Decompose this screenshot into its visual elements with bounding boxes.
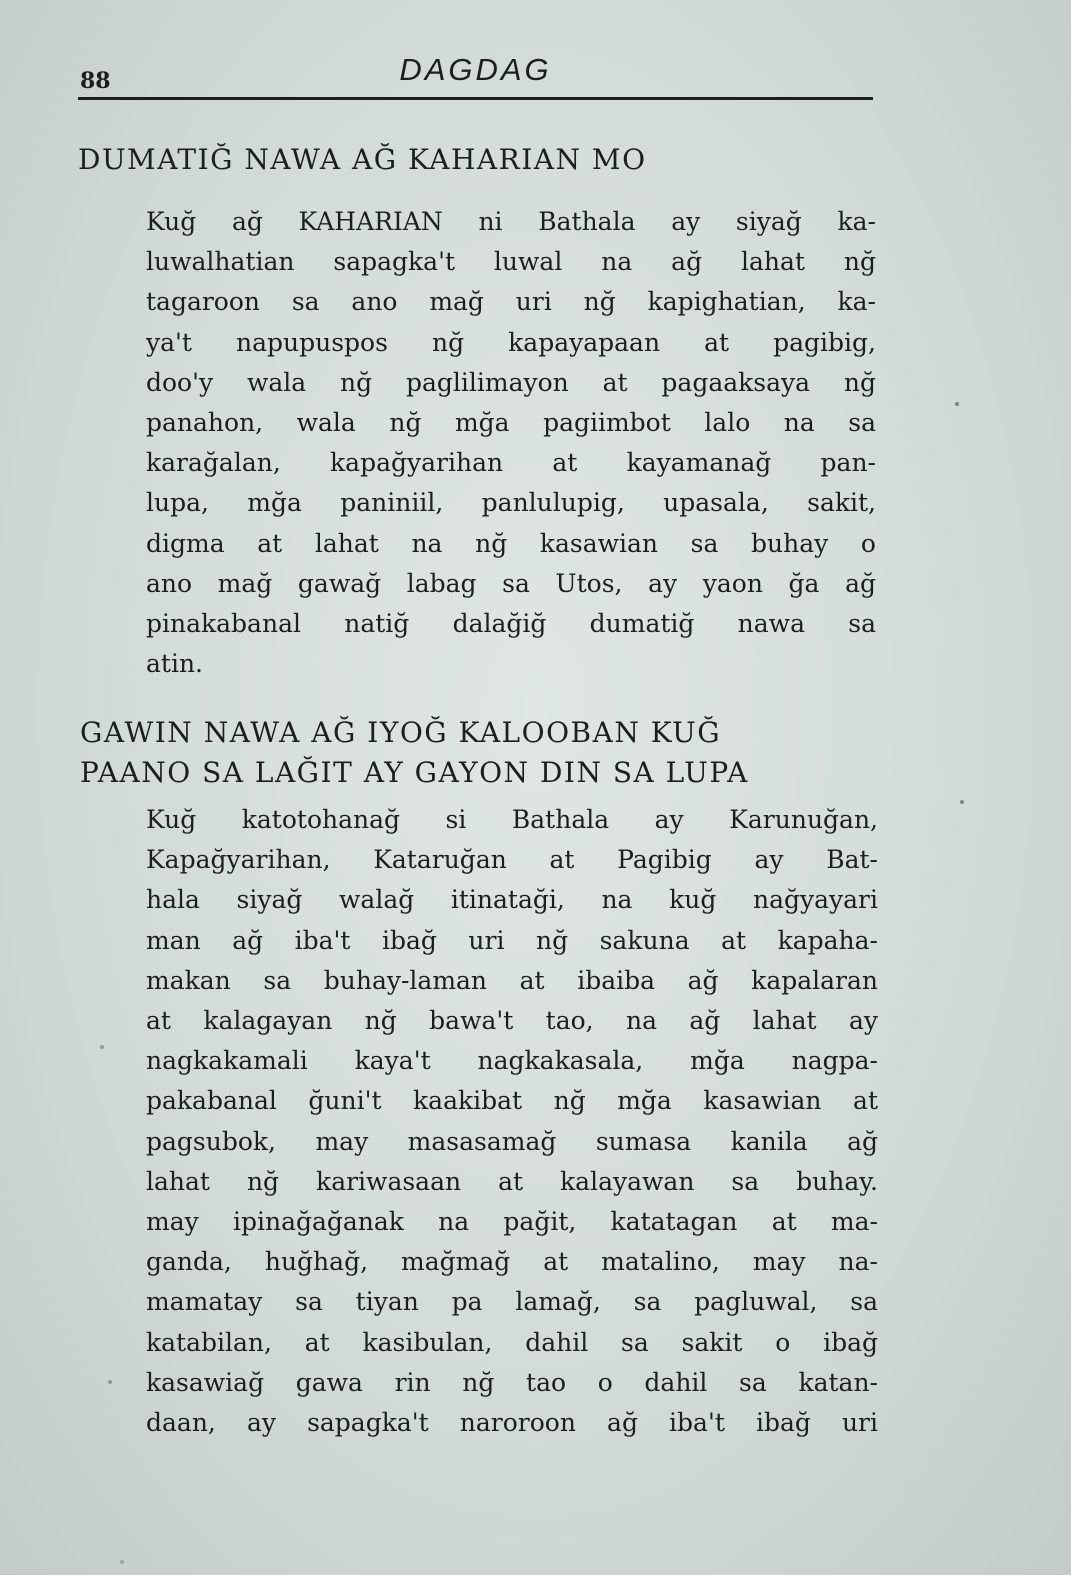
header-rule: [78, 97, 873, 100]
body-line: ya't napupuspos nğ kapayapaan at pagibig,: [146, 327, 876, 357]
body-line: pinakabanal natiğ dalağiğ dumatiğ nawa sa: [146, 609, 876, 639]
body-line: nagkakamali kaya't nagkakasala, mğa nagpa-: [146, 1046, 878, 1076]
body-line: ano mağ gawağ labag sa Utos, ay yaon ğa ağ: [146, 568, 876, 598]
body-line: lahat nğ kariwasaan at kalayawan sa buhay.: [146, 1166, 878, 1196]
body-line: Kuğ katotohanağ si Bathala ay Karunuğan,: [146, 805, 878, 834]
body-line: mamatay sa tiyan pa lamağ, sa pagluwal, sa: [146, 1287, 878, 1317]
body-line: ganda, huğhağ, mağmağ at matalino, may na-: [146, 1247, 878, 1277]
body-line: luwalhatian sapagka't luwal na ağ lahat nğ: [146, 247, 876, 277]
body-line: pakabanal ğuni't kaakibat nğ mğa kasawian at: [146, 1086, 878, 1116]
body-line: Kuğ ağ KAHARIAN ni Bathala ay siyağ ka-: [146, 207, 876, 236]
body-line: Kapağyarihan, Kataruğan at Pagibig ay Bat-: [146, 845, 878, 875]
body-line: kasawiağ gawa rin nğ tao o dahil sa katan-: [146, 1367, 878, 1397]
section-title-line: GAWIN NAWA AĞ IYOĞ KALOOBAN KUĞ: [80, 716, 722, 749]
page-header: [78, 48, 873, 102]
body-line: lupa, mğa paniniil, panlulupig, upasala, sakit,: [146, 488, 876, 518]
body-line: katabilan, at kasibulan, dahil sa sakit o ibağ: [146, 1327, 878, 1357]
section-1-body: [146, 202, 876, 684]
print-speck: [120, 1560, 124, 1564]
body-line: daan, ay sapagka't naroroon ağ iba't ibağ uri: [146, 1408, 878, 1438]
body-line: doo'y wala nğ paglilimayon at pagaaksaya nğ: [146, 367, 876, 397]
running-title: DAGDAG: [399, 52, 552, 87]
body-line: at kalagayan nğ bawa't tao, na ağ lahat ay: [146, 1006, 878, 1036]
section-title-line: PAANO SA LAĞIT AY GAYON DIN SA LUPA: [80, 756, 749, 789]
page-number: 88: [80, 68, 111, 94]
body-line: hala siyağ walağ itinataği, na kuğ nağyayari: [146, 885, 878, 915]
body-line: may ipinağağanak na pağit, katatagan at ma-: [146, 1207, 878, 1237]
section-2-body: [146, 800, 878, 1443]
section-1-title: [78, 140, 647, 180]
section-2-title: [80, 713, 749, 793]
section-title-line: DUMATIĞ NAWA AĞ KAHARIAN MO: [78, 143, 647, 176]
print-speck: [955, 402, 959, 406]
body-line: man ağ iba't ibağ uri nğ sakuna at kapaha-: [146, 925, 878, 955]
print-speck: [960, 800, 964, 804]
body-line: makan sa buhay-laman at ibaiba ağ kapalaran: [146, 965, 878, 995]
body-line: pagsubok, may masasamağ sumasa kanila ağ: [146, 1126, 878, 1156]
body-line: karağalan, kapağyarihan at kayamanağ pan-: [146, 448, 876, 478]
body-line: digma at lahat na nğ kasawian sa buhay o: [146, 528, 876, 558]
body-line: atin.: [146, 649, 203, 679]
body-line: panahon, wala nğ mğa pagiimbot lalo na sa: [146, 408, 876, 438]
print-speck: [100, 1045, 104, 1049]
body-line: tagaroon sa ano mağ uri nğ kapighatian, ka-: [146, 287, 876, 317]
print-speck: [108, 1380, 112, 1384]
